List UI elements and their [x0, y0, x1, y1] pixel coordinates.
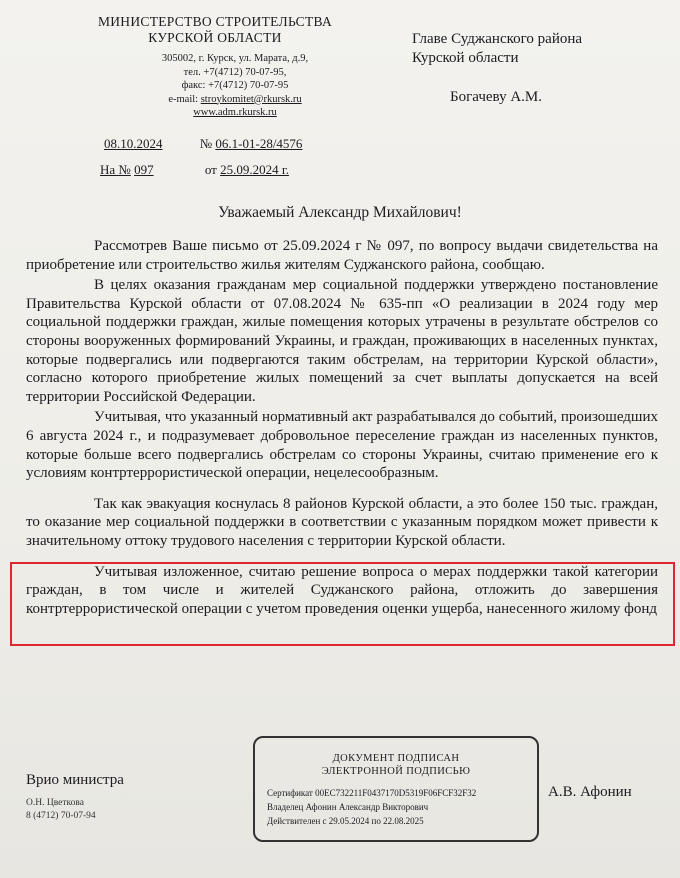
ministry-email-row [120, 93, 350, 107]
greeting: Уважаемый Александр Михайлович! [218, 204, 462, 221]
executor-phone: 8 (4712) 70-07-94 [26, 811, 96, 821]
ministry-website-link[interactable]: www.adm.rkursk.ru [193, 107, 277, 118]
ministry-name-line2: КУРСКОЙ ОБЛАСТИ [148, 30, 282, 45]
reply-from-label: от [204, 162, 217, 177]
owner-value: Афонин Александр Викторович [305, 802, 429, 812]
addressee-line2: Курской области [412, 50, 519, 66]
paragraph-2: В целях оказания гражданам мер социальной поддержки утверждено постановление Правительства Курской области от 07.08.2024 № 635-пп «О реализации в 2024 году мер социальной поддержки граждан, жилые помещения которых утрачены в результате обстрелов со стороны вооруженных формирований Украины, и граждан, проживающих в населенных пунктах, которые подвергались или подвергаются таким обстрелам, на территории Курской области», согласно которого приобретение жилых помещений за счет выплаты допускается на всей территории Российской Федерации. [26, 277, 658, 405]
stamp-certificate-row [267, 786, 537, 800]
valid-label: Действителен [267, 816, 321, 826]
stamp-title-line2: ЭЛЕКТРОННОЙ ПОДПИСЬЮ [321, 766, 471, 777]
number-sign: № [199, 136, 213, 151]
stamp-owner-row [267, 800, 537, 814]
outgoing-date: 08.10.2024 [104, 136, 163, 151]
ministry-name-line1: МИНИСТЕРСТВО СТРОИТЕЛЬСТВА [97, 14, 333, 29]
owner-label: Владелец [267, 802, 304, 812]
valid-from: 29.05.2024 [328, 816, 370, 826]
certificate-value: 00EC732211F0437170D5319F06FCF32F32 [315, 788, 477, 798]
addressee [412, 30, 582, 107]
addressee-name: Богачеву А.М. [450, 89, 543, 105]
highlight-box [10, 562, 675, 646]
outgoing-number: 06.1-01-28/4576 [215, 136, 303, 151]
signer-name: А.В. Афонин [548, 784, 632, 800]
executor-info [26, 797, 96, 823]
ministry-address: 305002, г. Курск, ул. Марата, д.9, [161, 53, 309, 64]
signer-role: Врио министра [26, 772, 124, 788]
certificate-label: Сертификат [267, 788, 313, 798]
e-signature-stamp [253, 736, 539, 842]
paragraph-1: Рассмотрев Ваше письмо от 25.09.2024 г № 097, по вопросу выдачи свидетельства на приобретение или строительство жилья жителям Суджанского района, сообщаю. [26, 238, 658, 273]
stamp-validity-row [267, 814, 537, 828]
paragraph-5: Учитывая изложенное, считаю решение вопроса о мерах поддержки такой категории граждан, в том числе и жителей Суджанского района, отложить до завершения контртеррористической операции с учетом проведения оценки ущерба, нанесенного жилому фонд [26, 563, 658, 617]
letterhead [80, 14, 350, 120]
stamp-details [267, 786, 537, 828]
outgoing-registration [104, 136, 302, 152]
paragraph-3: Учитывая, что указанный нормативный акт разрабатывался до событий, произошедших 6 августа 2024 г., и подразумевает добровольное переселение граждан из населенных пунктов, которые больше всего подвергались обстрелам со стороны Украины, считаю применение его к условиям контртеррористической операции, нецелесообразным. [26, 409, 658, 482]
email-label: e-mail: [168, 93, 199, 105]
paragraph-4-highlighted: Так как эвакуация коснулась 8 районов Курской области, а это более 150 тыс. граждан, то оказание мер социальной поддержки в соответствии с указанным порядком может привести к значительному оттоку трудового населения с территории Курской области. [26, 495, 658, 549]
addressee-line1: Главе Суджанского района [412, 31, 583, 47]
ministry-fax: факс: +7(4712) 70-07-95 [181, 80, 289, 91]
valid-from-label: с [322, 816, 327, 826]
reply-number: 097 [134, 162, 154, 177]
valid-to-label: по [371, 816, 381, 826]
reply-registration [100, 162, 289, 178]
reply-label: На № [100, 162, 131, 177]
letterhead-contacts [80, 52, 350, 120]
stamp-title-line1: ДОКУМЕНТ ПОДПИСАН [332, 753, 460, 764]
reply-date: 25.09.2024 г. [220, 162, 289, 177]
valid-to: 22.08.2025 [383, 816, 424, 826]
ministry-email-link[interactable]: stroykomitet@rkursk.ru [200, 93, 302, 105]
executor-name: О.Н. Цветкова [26, 798, 84, 808]
ministry-phone: тел. +7(4712) 70-07-95, [183, 66, 287, 78]
stamp-title [255, 752, 537, 778]
